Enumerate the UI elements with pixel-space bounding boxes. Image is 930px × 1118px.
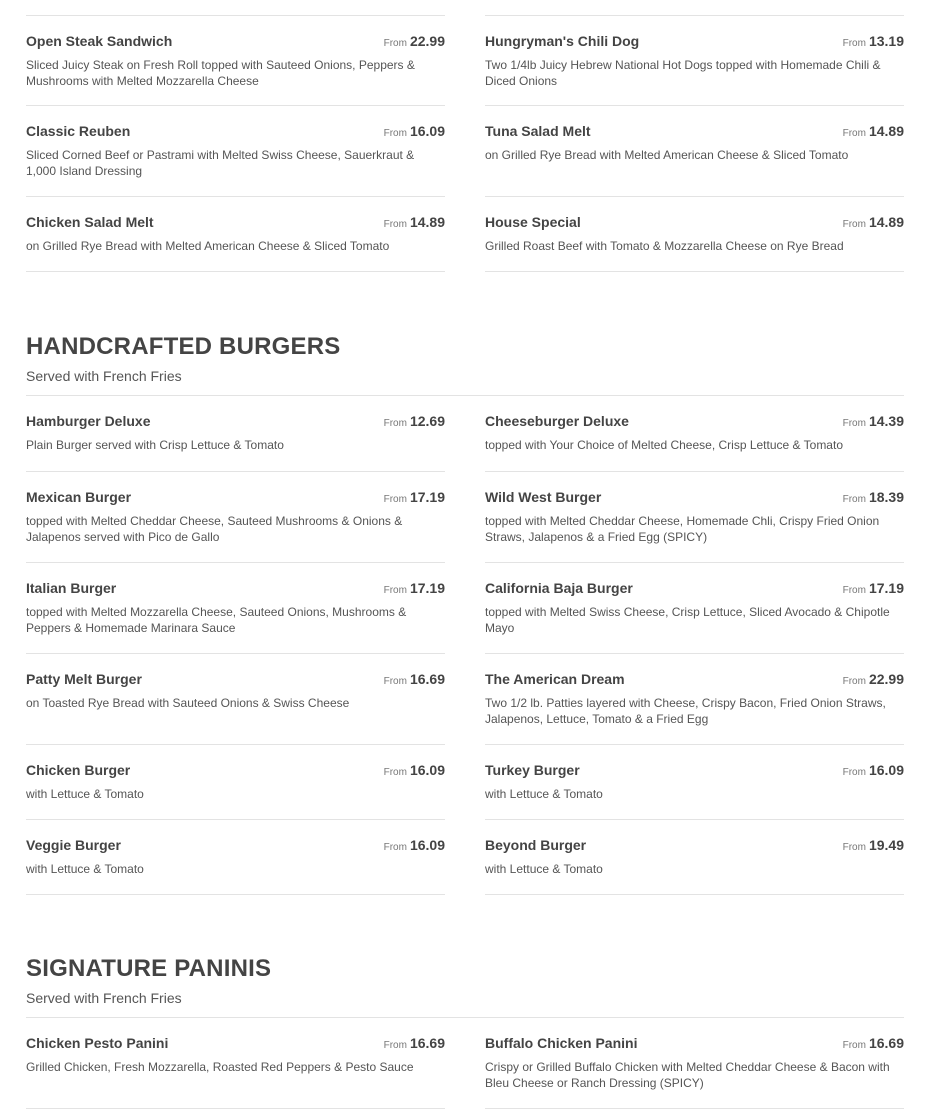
item-name: Patty Melt Burger [26,671,142,687]
item-description: Sliced Juicy Steak on Fresh Roll topped with Sauteed Onions, Peppers & Mushrooms with Melted Mozzarella Cheese [26,58,415,88]
burgers-section [26,333,904,895]
menu-item[interactable] [485,472,904,563]
item-price: 22.99 [409,33,445,49]
item-price: 16.09 [409,837,445,853]
item-price: 14.89 [409,214,445,230]
item-price: 16.69 [409,1035,445,1051]
menu-item[interactable] [26,106,445,197]
item-description: Two 1/2 lb. Patties layered with Cheese, Crispy Bacon, Fried Onion Straws, Jalapenos, Lettuce, Tomato & a Fried Egg [485,696,886,726]
item-price: 16.09 [409,762,445,778]
item-description: on Grilled Rye Bread with Melted American Cheese & Sliced Tomato [26,239,390,253]
menu-item[interactable] [26,563,445,654]
item-price: 17.19 [868,580,904,596]
sandwiches-grid [26,0,904,272]
menu-item[interactable] [26,197,445,272]
item-name: Mexican Burger [26,489,132,505]
menu-item[interactable] [26,654,445,745]
item-description: Plain Burger served with Crisp Lettuce & Tomato [26,438,284,452]
item-name: Chicken Salad Melt [26,214,154,230]
paninis-grid [26,1018,904,1109]
item-description: Two 1/4lb Juicy Hebrew National Hot Dogs topped with Homemade Chili & Diced Onions [485,58,881,88]
item-price: 16.69 [868,1035,904,1051]
from-label: From [842,767,866,778]
from-label: From [842,38,866,49]
section-header [26,955,904,1018]
item-price: 14.89 [868,214,904,230]
item-description: Crispy or Grilled Buffalo Chicken with Melted Cheddar Cheese & Bacon with Bleu Cheese or Ranch Dressing (SPICY) [485,1060,890,1090]
item-description: topped with Melted Cheddar Cheese, Sauteed Mushrooms & Onions & Jalapenos served with Pico de Gallo [26,514,403,544]
section-title: SIGNATURE PANINIS [26,955,272,982]
menu-page [26,0,904,272]
item-description: topped with Melted Cheddar Cheese, Homemade Chli, Crispy Fried Onion Straws, Jalapenos & a Fried Egg (SPICY) [485,514,880,544]
item-description: Grilled Roast Beef with Tomato & Mozzarella Cheese on Rye Bread [485,239,844,253]
item-name: Veggie Burger [26,837,121,853]
item-price: 17.19 [409,580,445,596]
from-label: From [842,1040,866,1051]
section-subtitle: Served with French Fries [26,990,182,1006]
from-label: From [383,38,407,49]
item-name: Wild West Burger [485,489,602,505]
from-label: From [383,494,407,505]
from-label: From [842,842,866,853]
item-name: The American Dream [485,671,625,687]
item-description: with Lettuce & Tomato [26,862,144,876]
item-name: Classic Reuben [26,123,131,139]
menu-item[interactable] [26,396,445,472]
from-label: From [383,676,407,687]
menu-item[interactable] [485,396,904,472]
from-label: From [383,219,407,230]
menu-item[interactable] [485,15,904,106]
burgers-grid [26,396,904,895]
menu-item[interactable] [485,106,904,197]
from-label: From [842,676,866,687]
item-name: Tuna Salad Melt [485,123,591,139]
item-price: 14.89 [868,123,904,139]
from-label: From [383,128,407,139]
item-description: on Grilled Rye Bread with Melted American Cheese & Sliced Tomato [485,148,849,162]
menu-item[interactable] [485,197,904,272]
from-label: From [383,418,407,429]
menu-item[interactable] [26,1018,445,1109]
menu-item[interactable] [26,820,445,895]
menu-item[interactable] [485,1018,904,1109]
menu-item[interactable] [26,15,445,106]
menu-item[interactable] [26,472,445,563]
item-name: Open Steak Sandwich [26,33,173,49]
item-name: Italian Burger [26,580,117,596]
item-description: with Lettuce & Tomato [485,787,603,801]
item-price: 22.99 [868,671,904,687]
item-description: Sliced Corned Beef or Pastrami with Melted Swiss Cheese, Sauerkraut & 1,000 Island Dressing [26,148,415,178]
item-description: topped with Your Choice of Melted Cheese, Crisp Lettuce & Tomato [485,438,843,452]
menu-item[interactable] [485,563,904,654]
item-description: with Lettuce & Tomato [26,787,144,801]
item-name: Cheeseburger Deluxe [485,413,629,429]
item-name: House Special [485,214,581,230]
item-name: Hungryman's Chili Dog [485,33,640,49]
from-label: From [383,842,407,853]
from-label: From [842,494,866,505]
item-price: 16.09 [868,762,904,778]
section-header [26,333,904,396]
item-name: Hamburger Deluxe [26,413,151,429]
item-description: topped with Melted Mozzarella Cheese, Sauteed Onions, Mushrooms & Peppers & Homemade Marinara Sauce [26,605,407,635]
menu-item[interactable] [485,654,904,745]
item-price: 12.69 [409,413,445,429]
from-label: From [842,418,866,429]
item-price: 14.39 [868,413,904,429]
item-description: on Toasted Rye Bread with Sauteed Onions & Swiss Cheese [26,696,350,710]
item-price: 13.19 [868,33,904,49]
from-label: From [842,128,866,139]
from-label: From [383,1040,407,1051]
item-name: Buffalo Chicken Panini [485,1035,638,1051]
item-name: Chicken Burger [26,762,131,778]
item-price: 16.69 [409,671,445,687]
item-description: Grilled Chicken, Fresh Mozzarella, Roasted Red Peppers & Pesto Sauce [26,1060,414,1074]
from-label: From [842,219,866,230]
item-price: 19.49 [868,837,904,853]
section-title: HANDCRAFTED BURGERS [26,333,341,360]
item-price: 18.39 [868,489,904,505]
menu-item[interactable] [485,745,904,820]
section-subtitle: Served with French Fries [26,368,182,384]
menu-item[interactable] [485,820,904,895]
item-price: 16.09 [409,123,445,139]
item-name: California Baja Burger [485,580,633,596]
item-description: topped with Melted Swiss Cheese, Crisp Lettuce, Sliced Avocado & Chipotle Mayo [485,605,890,635]
item-name: Turkey Burger [485,762,580,778]
item-description: with Lettuce & Tomato [485,862,603,876]
item-price: 17.19 [409,489,445,505]
item-name: Chicken Pesto Panini [26,1035,169,1051]
menu-item[interactable] [26,745,445,820]
item-name: Beyond Burger [485,837,587,853]
from-label: From [383,585,407,596]
paninis-section [26,955,904,1109]
from-label: From [842,585,866,596]
from-label: From [383,767,407,778]
